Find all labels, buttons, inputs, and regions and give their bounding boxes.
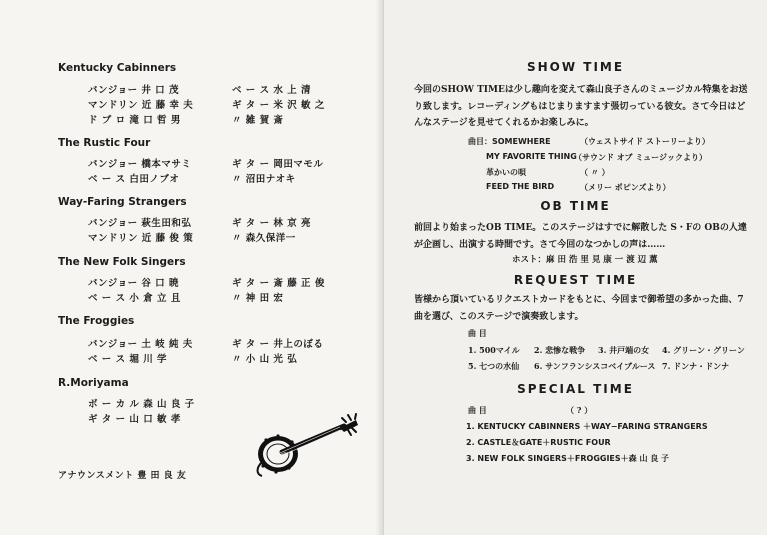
- member: ベ ー ス 水 上 清: [232, 85, 312, 96]
- member: 〃 小 山 光 弘: [232, 354, 298, 365]
- member: マンドリン 近 藤 俊 策: [88, 233, 194, 244]
- member: バンジョー 橋本マサミ: [88, 159, 192, 170]
- member: ベ ー ス 堀 川 学: [88, 354, 168, 365]
- request-song: 5. 七つの水仙: [468, 361, 520, 371]
- request-song: 4. グリーン・グリーン: [662, 345, 745, 355]
- show-time-text: 今回のSHOW TIMEは少し趣向を変えて森山良子さんのミュージカル特集をお送り致します。レコーディングもはじまりますます張切っている彼女。さて今日はどんなステージを見せてくれるかお楽しみに。: [414, 85, 748, 128]
- member: ギ タ ー 米 沢 敏 之: [232, 100, 325, 111]
- request-label: 曲 目: [468, 328, 487, 338]
- request-time-heading: REQUEST TIME: [513, 273, 638, 287]
- member: バンジョー 土 岐 純 夫: [88, 339, 193, 350]
- announcement: アナウンスメント 豊 田 良 友: [58, 471, 187, 481]
- request-song: 3. 井戸端の女: [598, 345, 650, 355]
- group-title: Kentucky Cabinners: [58, 62, 177, 74]
- special-time-heading: SPECIAL TIME: [517, 382, 634, 396]
- song-title: 革かいの唄: [486, 167, 526, 177]
- right-page: [384, 0, 767, 535]
- special-note: （ ? ）: [566, 405, 593, 415]
- member: ギ タ ー 斎 藤 正 俊: [232, 278, 325, 289]
- song-title: FEED THE BIRD: [486, 182, 555, 191]
- member: 〃 沼田ナオキ: [232, 174, 296, 185]
- request-song: 1. 500マイル: [468, 345, 520, 355]
- request-song: 6. サンフランシスコベイブルース: [534, 361, 656, 371]
- special-label: 曲 目: [468, 405, 487, 415]
- show-time-heading: SHOW TIME: [526, 60, 625, 74]
- song-note: （メリー ポピンズより）: [580, 182, 671, 192]
- member: マンドリン 近 藤 幸 夫: [88, 100, 194, 111]
- group-title: R.Moriyama: [58, 377, 129, 389]
- member: バンジョー 谷 口 暁: [88, 278, 179, 289]
- member: ギ タ ー 林 京 亮: [232, 218, 312, 229]
- member: ベ ー ス 白田ノブオ: [88, 174, 180, 185]
- special-item: 2. CASTLE＆GATE＋RUSTIC FOUR: [466, 438, 611, 447]
- request-song: 2. 悲惨な戦争: [534, 345, 586, 355]
- member: ギ タ ー 井上のぼる: [232, 339, 324, 350]
- member: ベ ー ス 小 倉 立 且: [88, 293, 181, 304]
- song-title: MY FAVORITE THING: [486, 152, 577, 161]
- request-song: 7. ドンナ・ドンナ: [662, 361, 730, 371]
- ob-time-heading: OB TIME: [540, 199, 611, 213]
- ob-time-text: 前回より始まったOB TIME。このステージはすでに解散した S・Fの OBの人達が企画し、出演する時間です。さて今回のなつかしの声は……: [414, 223, 747, 250]
- member: バンジョー 井 口 茂: [88, 85, 179, 96]
- group-title: Way-Faring Strangers: [58, 196, 187, 208]
- member: 〃 森久保洋一: [232, 233, 296, 244]
- banjo-illustration: [252, 412, 362, 482]
- song-note: （ウェストサイド ストーリーより）: [580, 136, 710, 146]
- song-note: （サウンド オブ ミュージックより）: [574, 152, 708, 162]
- member: ギ タ ー 山 口 敏 孝: [88, 414, 181, 425]
- special-item: 3. NEW FOLK SINGERS＋FROGGIES＋森 山 良 子: [466, 454, 670, 463]
- member: 〃 神 田 宏: [232, 293, 284, 304]
- song-title: 曲目：SOMEWHERE: [468, 137, 551, 146]
- member: 〃 雑 賀 斎: [232, 115, 284, 126]
- member: ギ タ ー 岡田マモル: [232, 159, 324, 170]
- ob-host: ホスト：麻 田 浩 里 見 康 一 渡 辺 薫: [512, 255, 658, 265]
- left-page: [0, 0, 383, 535]
- group-title: The New Folk Singers: [58, 256, 186, 268]
- member: ド ブ ロ 滝 口 哲 男: [88, 115, 181, 126]
- group-title: The Froggies: [58, 315, 135, 327]
- special-item: 1. KENTUCKY CABINNERS ＋WAY−FARING STRANGERS: [466, 422, 708, 431]
- group-title: The Rustic Four: [58, 137, 151, 149]
- member: ボ ー カ ル 森 山 良 子: [88, 399, 195, 410]
- song-note: （ 〃 ）: [580, 167, 610, 177]
- request-time-text: 皆様から頂いているリクエストカードをもとに、今回まで御希望の多かった曲、7曲を選び、このステージで演奏致します。: [414, 295, 744, 322]
- member: バンジョー 萩生田和弘: [88, 218, 192, 229]
